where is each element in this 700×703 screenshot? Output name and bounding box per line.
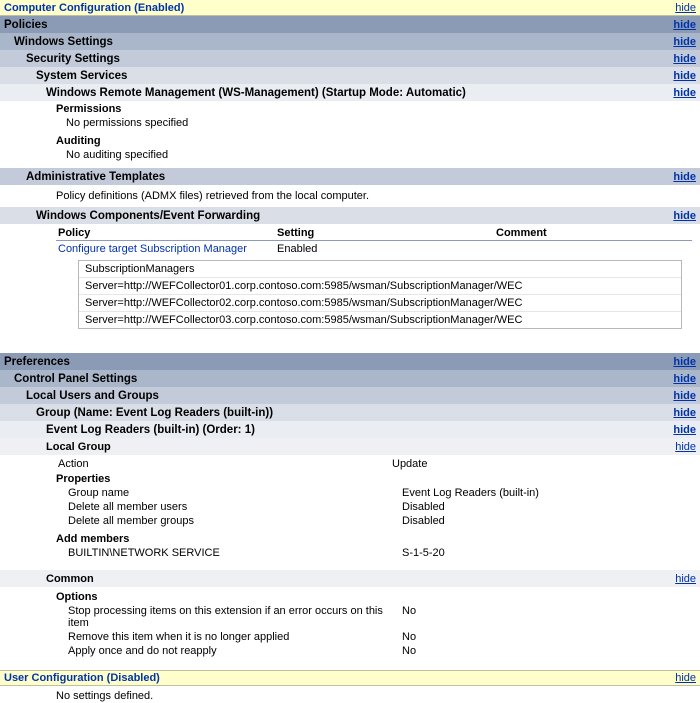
- member-sid: S-1-5-20: [402, 547, 445, 559]
- winrm-service-details: [0, 101, 700, 162]
- hide-link-common[interactable]: hide: [675, 572, 696, 585]
- section-group[interactable]: [0, 404, 700, 421]
- table-row: [56, 457, 692, 471]
- event-forwarding-table-wrap: [0, 226, 700, 329]
- policy-col-header: Policy: [56, 226, 275, 241]
- policy-table-header-row: [56, 226, 692, 241]
- section-group-item-label: Event Log Readers (built-in) (Order: 1): [46, 423, 255, 436]
- spacer: [0, 333, 700, 353]
- hide-link-security-settings[interactable]: hide: [673, 52, 696, 65]
- section-security-settings-label: Security Settings: [26, 52, 120, 65]
- common-details: [0, 587, 700, 658]
- user-configuration-details: [0, 686, 700, 703]
- hide-link-local-users-and-groups[interactable]: hide: [673, 389, 696, 402]
- action-label: Action: [58, 458, 89, 470]
- action-table: [56, 457, 692, 471]
- property-key: Group name: [68, 487, 130, 499]
- section-administrative-templates-label: Administrative Templates: [26, 170, 166, 183]
- list-item: Server=http://WEFCollector01.corp.contoso.com:5985/wsman/SubscriptionManager/WEC: [79, 278, 681, 295]
- section-event-forwarding[interactable]: [0, 207, 700, 224]
- hide-link-system-services[interactable]: hide: [673, 69, 696, 82]
- comment-col-header: Comment: [494, 226, 692, 241]
- hide-link-windows-settings[interactable]: hide: [673, 35, 696, 48]
- hide-link-administrative-templates[interactable]: hide: [673, 170, 696, 183]
- property-value: Disabled: [402, 515, 445, 527]
- table-row: [66, 514, 700, 528]
- section-winrm-service-label: Windows Remote Management (WS-Management) (Startup Mode: Automatic): [46, 86, 466, 99]
- policy-name-cell: [56, 241, 275, 258]
- user-configuration-note: No settings defined.: [56, 690, 154, 702]
- action-value: Update: [392, 458, 428, 470]
- option-value: No: [402, 605, 417, 617]
- list-item: Server=http://WEFCollector03.corp.contoso.com:5985/wsman/SubscriptionManager/WEC: [85, 314, 523, 326]
- policy-setting-cell: Enabled: [277, 243, 318, 255]
- section-windows-settings-label: Windows Settings: [14, 35, 113, 48]
- computer-configuration-banner: [0, 0, 700, 16]
- option-value: No: [402, 631, 417, 643]
- table-row: [66, 644, 700, 658]
- property-key: Delete all member groups: [68, 515, 194, 527]
- local-group-details: [0, 455, 700, 560]
- admx-note: Policy definitions (ADMX files) retrieved from the local computer.: [56, 190, 370, 202]
- table-row: [66, 604, 700, 630]
- section-windows-settings[interactable]: [0, 33, 700, 50]
- property-value: Disabled: [402, 501, 445, 513]
- members-table: [66, 546, 700, 560]
- hide-link-local-group[interactable]: hide: [675, 440, 696, 453]
- section-security-settings[interactable]: [0, 50, 700, 67]
- section-preferences-label: Preferences: [4, 355, 70, 368]
- section-winrm-service[interactable]: [0, 84, 700, 101]
- user-configuration-title: User Configuration (Disabled): [4, 672, 160, 684]
- user-configuration-banner: [0, 670, 700, 686]
- hide-link-policies[interactable]: hide: [673, 18, 696, 31]
- section-administrative-templates[interactable]: [0, 168, 700, 185]
- property-key: Delete all member users: [68, 501, 188, 513]
- option-key: Apply once and do not reapply: [68, 645, 217, 657]
- section-system-services[interactable]: [0, 67, 700, 84]
- section-control-panel-settings[interactable]: [0, 370, 700, 387]
- permissions-header: Permissions: [56, 103, 122, 115]
- option-key: Stop processing items on this extension if an error occurs on this item: [68, 605, 383, 629]
- options-table: [66, 604, 700, 658]
- add-members-header: Add members: [56, 533, 130, 545]
- section-local-users-and-groups-label: Local Users and Groups: [26, 389, 159, 402]
- hide-link-event-forwarding[interactable]: hide: [673, 209, 696, 222]
- section-local-group-label: Local Group: [46, 440, 111, 453]
- table-row: [56, 241, 692, 258]
- computer-configuration-title: Computer Configuration (Enabled): [4, 1, 185, 14]
- subscription-managers-header: SubscriptionManagers: [79, 261, 681, 278]
- section-system-services-label: System Services: [36, 69, 128, 82]
- section-group-label: Group (Name: Event Log Readers (built-in)): [36, 406, 274, 419]
- hide-link-user-configuration[interactable]: hide: [675, 672, 696, 684]
- subscription-managers-box: [78, 260, 682, 329]
- table-row: [66, 486, 700, 500]
- section-group-item[interactable]: [0, 421, 700, 438]
- hide-link-preferences[interactable]: hide: [673, 355, 696, 368]
- section-policies[interactable]: [0, 16, 700, 33]
- table-row: [66, 500, 700, 514]
- policy-link-configure-target-subscription-manager[interactable]: Configure target Subscription Manager: [58, 243, 247, 255]
- setting-col-header: Setting: [275, 226, 494, 241]
- hide-link-control-panel-settings[interactable]: hide: [673, 372, 696, 385]
- option-key: Remove this item when it is no longer applied: [68, 631, 290, 643]
- options-header: Options: [56, 591, 98, 603]
- section-policies-label: Policies: [4, 18, 48, 31]
- section-local-users-and-groups[interactable]: [0, 387, 700, 404]
- auditing-value: No auditing specified: [66, 149, 169, 161]
- property-value: Event Log Readers (built-in): [402, 487, 539, 499]
- section-event-forwarding-label: Windows Components/Event Forwarding: [36, 209, 261, 222]
- table-row: [66, 630, 700, 644]
- section-common-label: Common: [46, 572, 94, 585]
- member-name: BUILTIN\NETWORK SERVICE: [68, 547, 220, 559]
- section-local-group[interactable]: [0, 438, 700, 455]
- hide-link-computer-configuration[interactable]: hide: [675, 1, 696, 14]
- section-control-panel-settings-label: Control Panel Settings: [14, 372, 138, 385]
- option-value: No: [402, 645, 417, 657]
- hide-link-winrm-service[interactable]: hide: [673, 86, 696, 99]
- permissions-value: No permissions specified: [66, 117, 189, 129]
- section-common[interactable]: [0, 570, 700, 587]
- hide-link-group[interactable]: hide: [673, 406, 696, 419]
- admx-note-wrap: [0, 185, 700, 207]
- section-preferences[interactable]: [0, 353, 700, 370]
- list-item: Server=http://WEFCollector02.corp.contoso.com:5985/wsman/SubscriptionManager/WEC: [79, 295, 681, 312]
- auditing-header: Auditing: [56, 135, 101, 147]
- policy-table: [56, 226, 692, 257]
- table-row: [66, 546, 700, 560]
- spacer: [0, 560, 700, 570]
- hide-link-group-item[interactable]: hide: [673, 423, 696, 436]
- spacer: [0, 658, 700, 670]
- properties-table: [66, 486, 700, 528]
- policy-comment-cell: [494, 241, 692, 258]
- properties-header: Properties: [56, 473, 111, 485]
